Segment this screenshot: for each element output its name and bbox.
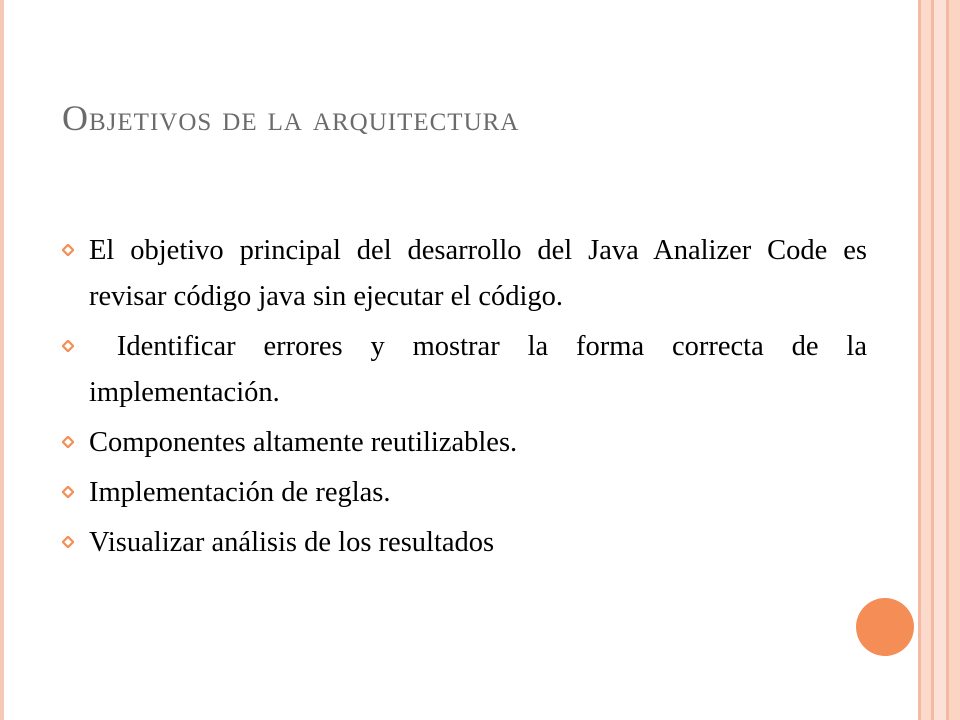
bullet-text: Componentes altamente reutilizables.: [89, 427, 518, 458]
bullet-text: Identificar errores y mostrar la forma correcta de la implementación.: [89, 331, 875, 408]
bullet-item: [62, 228, 867, 320]
right-border-stripe: [934, 0, 946, 720]
right-border-stripe: [921, 0, 931, 720]
ring-bullet-icon: [62, 536, 74, 548]
bullet-item: [62, 470, 867, 516]
ring-bullet-icon: [62, 340, 74, 352]
bullet-item: [62, 324, 875, 416]
ring-bullet-icon: [62, 436, 74, 448]
right-border-stripe: [949, 0, 960, 720]
bullet-text: Implementación de reglas.: [89, 477, 391, 508]
bullet-text: Visualizar análisis de los resultados: [89, 527, 495, 558]
ring-bullet-icon: [62, 486, 74, 498]
bullet-item: [62, 420, 867, 466]
slide-title: Objetivos de la arquitectura: [62, 98, 520, 138]
left-border-rule: [0, 0, 4, 720]
bullet-item: [62, 520, 867, 566]
ring-bullet-icon: [62, 244, 74, 256]
accent-circle: [856, 598, 914, 656]
bullet-text: El objetivo principal del desarrollo del Java Analizer Code es revisar código java sin ejecutar el código.: [89, 235, 867, 312]
bullet-list: [62, 228, 875, 570]
